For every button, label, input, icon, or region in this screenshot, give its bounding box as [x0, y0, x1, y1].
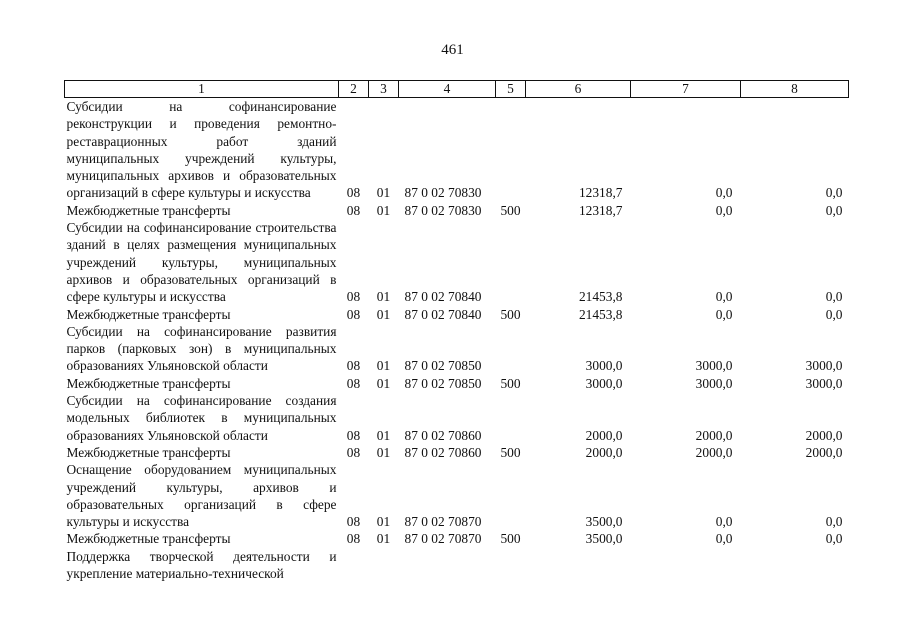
- row-target-code: 87 0 02 70870: [404, 514, 482, 530]
- row-target-code: 87 0 02 70850: [404, 375, 482, 391]
- row-expense-type: 500: [500, 375, 521, 391]
- header-col-5: 5: [496, 81, 526, 98]
- row-amount-col6: 3000,0: [585, 358, 623, 374]
- row-section: 08: [346, 427, 361, 443]
- row-amount-col8: 0,0: [825, 306, 843, 322]
- row-subsection: 01: [376, 289, 391, 305]
- row-name: Оснащение оборудованием муниципальных учреждений культуры, архивов и образовательных организаций в сфере культуры и искусства: [66, 462, 337, 530]
- row-name: Субсидии на софинансирование строительства зданий в целях размещения муниципальных учреждений культуры, муниципальных архивов и образовательных организаций в сфере культуры и искусства: [66, 220, 337, 305]
- row-section: 08: [346, 531, 361, 547]
- table-row: [65, 444, 849, 461]
- row-section: 08: [346, 202, 361, 218]
- row-name: Межбюджетные трансферты: [66, 306, 231, 322]
- row-subsection: 01: [376, 306, 391, 322]
- header-row: [65, 81, 849, 98]
- table-row: [65, 461, 849, 530]
- header-col-2: 2: [339, 81, 369, 98]
- row-amount-col7: 0,0: [715, 306, 733, 322]
- table-row: [65, 530, 849, 547]
- row-target-code: 87 0 02 70830: [404, 185, 482, 201]
- row-amount-col8: 0,0: [825, 185, 843, 201]
- header-col-3: 3: [369, 81, 399, 98]
- row-subsection: [369, 548, 399, 583]
- table-row: [65, 202, 849, 219]
- row-amount-col6: [526, 548, 631, 583]
- row-amount-col8: 2000,0: [805, 427, 843, 443]
- row-amount-col7: 2000,0: [695, 427, 733, 443]
- row-section: 08: [346, 358, 361, 374]
- row-expense-type: 500: [500, 306, 521, 322]
- row-target-code: 87 0 02 70830: [404, 202, 482, 218]
- row-expense-type: 500: [500, 444, 521, 460]
- table-row: [65, 548, 849, 583]
- table-row: [65, 306, 849, 323]
- row-amount-col6: 21453,8: [578, 306, 623, 322]
- row-amount-col8: 0,0: [825, 514, 843, 530]
- row-section: 08: [346, 306, 361, 322]
- row-expense-type: 500: [500, 202, 521, 218]
- row-subsection: 01: [376, 202, 391, 218]
- row-subsection: 01: [376, 531, 391, 547]
- row-section: 08: [346, 375, 361, 391]
- table-body: [65, 98, 849, 583]
- row-amount-col8: 2000,0: [805, 444, 843, 460]
- row-expense-type: [496, 219, 526, 305]
- row-subsection: 01: [376, 444, 391, 460]
- header-col-6: 6: [526, 81, 631, 98]
- row-subsection: 01: [376, 185, 391, 201]
- row-amount-col8: 3000,0: [805, 358, 843, 374]
- table-header: [65, 81, 849, 98]
- table-row: [65, 375, 849, 392]
- row-name: Субсидии на софинансирование создания модельных библиотек в муниципальных образованиях Ульяновской области: [66, 393, 337, 443]
- row-amount-col6: 2000,0: [585, 427, 623, 443]
- row-name: Субсидии на софинансирование развития парков (парковых зон) в муниципальных образованиях Ульяновской области: [66, 323, 337, 374]
- row-amount-col8: 0,0: [825, 531, 843, 547]
- row-section: 08: [346, 444, 361, 460]
- row-amount-col7: 0,0: [715, 514, 733, 530]
- row-subsection: 01: [376, 427, 391, 443]
- budget-table: [64, 80, 849, 582]
- row-expense-type: [496, 392, 526, 444]
- row-expense-type: [496, 548, 526, 583]
- table-row: [65, 219, 849, 305]
- row-name: Поддержка творческой деятельности и укрепление материально-технической: [66, 548, 337, 582]
- row-amount-col7: 3000,0: [695, 358, 733, 374]
- row-section: 08: [346, 289, 361, 305]
- row-section: 08: [346, 185, 361, 201]
- row-subsection: 01: [376, 358, 391, 374]
- row-amount-col7: [631, 548, 741, 583]
- row-target-code: 87 0 02 70850: [404, 358, 482, 374]
- row-name: Межбюджетные трансферты: [66, 444, 231, 460]
- table-row: [65, 392, 849, 444]
- row-target-code: [399, 548, 496, 583]
- header-col-7: 7: [631, 81, 741, 98]
- header-col-4: 4: [399, 81, 496, 98]
- row-subsection: 01: [376, 514, 391, 530]
- row-expense-type: 500: [500, 531, 521, 547]
- row-amount-col6: 3500,0: [585, 514, 623, 530]
- row-section: 08: [346, 514, 361, 530]
- table-row: [65, 323, 849, 375]
- row-amount-col7: 0,0: [715, 202, 733, 218]
- row-expense-type: [496, 98, 526, 202]
- row-amount-col6: 21453,8: [578, 289, 623, 305]
- row-target-code: 87 0 02 70860: [404, 427, 482, 443]
- row-amount-col8: [741, 548, 849, 583]
- row-section: [339, 548, 369, 583]
- row-amount-col6: 12318,7: [578, 202, 623, 218]
- row-amount-col8: 0,0: [825, 202, 843, 218]
- row-amount-col6: 12318,7: [578, 185, 623, 201]
- row-subsection: 01: [376, 375, 391, 391]
- header-col-1: 1: [65, 81, 339, 98]
- row-target-code: 87 0 02 70840: [404, 289, 482, 305]
- row-amount-col8: 0,0: [825, 289, 843, 305]
- row-amount-col7: 0,0: [715, 531, 733, 547]
- row-amount-col8: 3000,0: [805, 375, 843, 391]
- row-target-code: 87 0 02 70860: [404, 444, 482, 460]
- row-amount-col7: 0,0: [715, 289, 733, 305]
- page-number: 461: [441, 42, 464, 58]
- row-expense-type: [496, 461, 526, 530]
- row-name: Межбюджетные трансферты: [66, 531, 231, 547]
- row-expense-type: [496, 323, 526, 375]
- row-name: Межбюджетные трансферты: [66, 375, 231, 391]
- row-name: Межбюджетные трансферты: [66, 202, 231, 218]
- row-target-code: 87 0 02 70870: [404, 531, 482, 547]
- row-amount-col6: 3000,0: [585, 375, 623, 391]
- row-amount-col7: 3000,0: [695, 375, 733, 391]
- row-amount-col7: 0,0: [715, 185, 733, 201]
- table-row: [65, 98, 849, 202]
- row-target-code: 87 0 02 70840: [404, 306, 482, 322]
- row-amount-col6: 2000,0: [585, 444, 623, 460]
- row-amount-col6: 3500,0: [585, 531, 623, 547]
- row-amount-col7: 2000,0: [695, 444, 733, 460]
- row-name: Субсидии на софинансирование реконструкции и проведения ремонтно-реставрационных работ зданий муниципальных учреждений культуры, муниципальных архивов и образовательных организаций в сфере культуры и искусства: [66, 99, 337, 201]
- header-col-8: 8: [741, 81, 849, 98]
